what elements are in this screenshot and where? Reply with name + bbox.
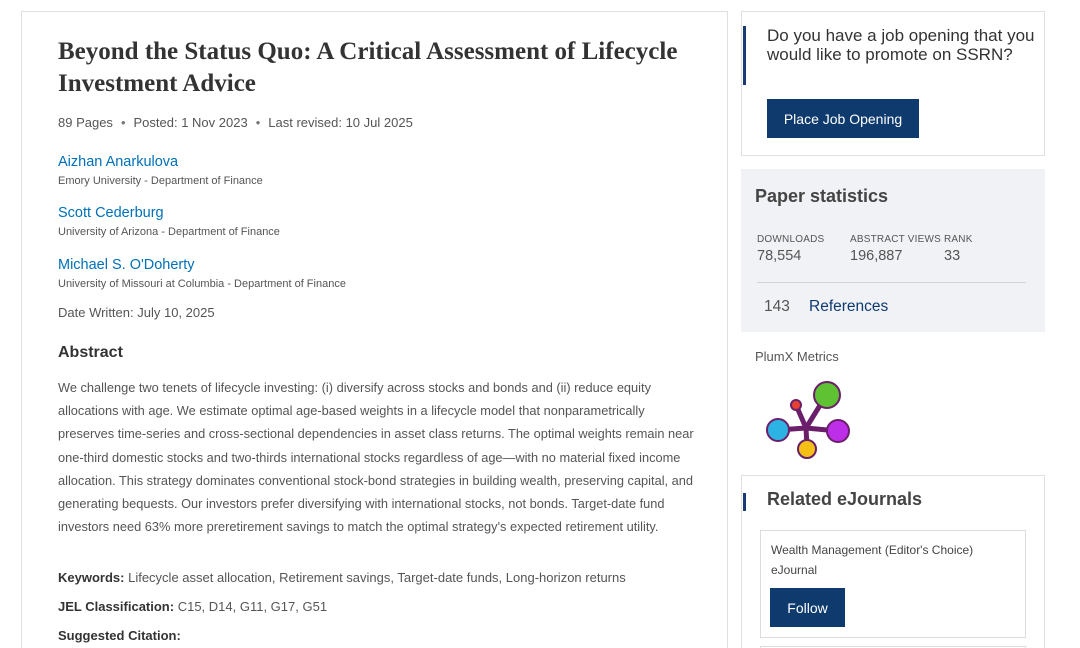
accent-bar — [743, 493, 746, 511]
date-written: Date Written: July 10, 2025 — [58, 305, 215, 320]
keywords-value: Lifecycle asset allocation, Retirement savings, Target-date funds, Long-horizon returns — [128, 570, 626, 585]
ejournals-title: Related eJournals — [767, 489, 923, 509]
paper-title: Beyond the Status Quo: A Critical Assessment of Lifecycle Investment Advice — [58, 38, 678, 97]
posted-date: Posted: 1 Nov 2023 — [133, 115, 248, 130]
follow-button[interactable]: Follow — [770, 588, 845, 627]
author-affiliation: University of Missouri at Columbia - Department of Finance — [58, 278, 346, 290]
plumx-label: PlumX Metrics — [755, 349, 839, 364]
meta-separator: • — [120, 115, 126, 130]
page-count: 89 Pages — [58, 115, 113, 130]
author-block — [58, 256, 346, 291]
author-link[interactable]: Michael S. O'Doherty — [58, 257, 195, 273]
views-label: ABSTRACT VIEWS — [850, 234, 941, 245]
paper-card — [21, 11, 728, 648]
jel-value: C15, D14, G11, G17, G51 — [177, 599, 328, 614]
divider — [757, 282, 1026, 283]
jel-row — [58, 599, 327, 614]
author-block — [58, 204, 280, 239]
ejournal-name: Wealth Management (Editor's Choice) eJournal — [771, 543, 974, 577]
downloads-label: DOWNLOADS — [757, 234, 825, 245]
rank-value: 33 — [944, 248, 961, 264]
keywords-label: Keywords: — [58, 570, 125, 585]
job-promo-text: Do you have a job opening that you would like to promote on SSRN? — [767, 26, 1035, 64]
author-block — [58, 153, 263, 188]
paper-meta — [58, 115, 413, 130]
author-affiliation: University of Arizona - Department of Finance — [58, 226, 280, 238]
job-promo-card — [741, 11, 1045, 156]
views-value: 196,887 — [850, 248, 903, 264]
meta-separator: • — [255, 115, 261, 130]
place-job-button[interactable]: Place Job Opening — [767, 99, 919, 138]
related-ejournals-card — [741, 475, 1045, 648]
abstract-heading: Abstract — [58, 344, 123, 361]
paper-statistics-card — [741, 169, 1045, 332]
jel-label: JEL Classification: — [58, 599, 175, 614]
author-link[interactable]: Aizhan Anarkulova — [58, 154, 179, 170]
downloads-value: 78,554 — [757, 248, 802, 264]
references-link[interactable]: References — [809, 298, 889, 315]
abstract-text: We challenge two tenets of lifecycle investing: (i) diversify across stocks and bonds and (ii) reduce equity allocations with age. We estimate optimal age-based weights in a lifecycle model that nonparametrically preserves time-series and cross-sectional dependencies in asset class returns. The optimal weights remain near one-third domestic stocks and two-thirds international stocks regardless of age—with no material fixed income allocation. This strategy dominates conventional stock-bond strategies in building wealth, preserving capital, and generating bequests. Our investors prefer diversifying with international stocks, not bonds. Target-date fund investors need 63% more preretirement savings to match the optimal strategy's expected retirement utility. — [58, 380, 694, 535]
plumx-logo-icon[interactable] — [760, 376, 856, 464]
revised-date: Last revised: 10 Jul 2025 — [268, 115, 413, 130]
author-link[interactable]: Scott Cederburg — [58, 205, 164, 221]
stats-title: Paper statistics — [755, 186, 889, 206]
rank-label: RANK — [944, 234, 973, 245]
accent-bar — [743, 26, 746, 85]
citation-label: Suggested Citation: — [58, 628, 181, 643]
references-count: 143 — [764, 298, 790, 315]
ejournal-item — [760, 530, 1026, 638]
citation-row — [58, 628, 181, 643]
keywords-row — [58, 570, 626, 585]
author-affiliation: Emory University - Department of Finance — [58, 175, 263, 187]
